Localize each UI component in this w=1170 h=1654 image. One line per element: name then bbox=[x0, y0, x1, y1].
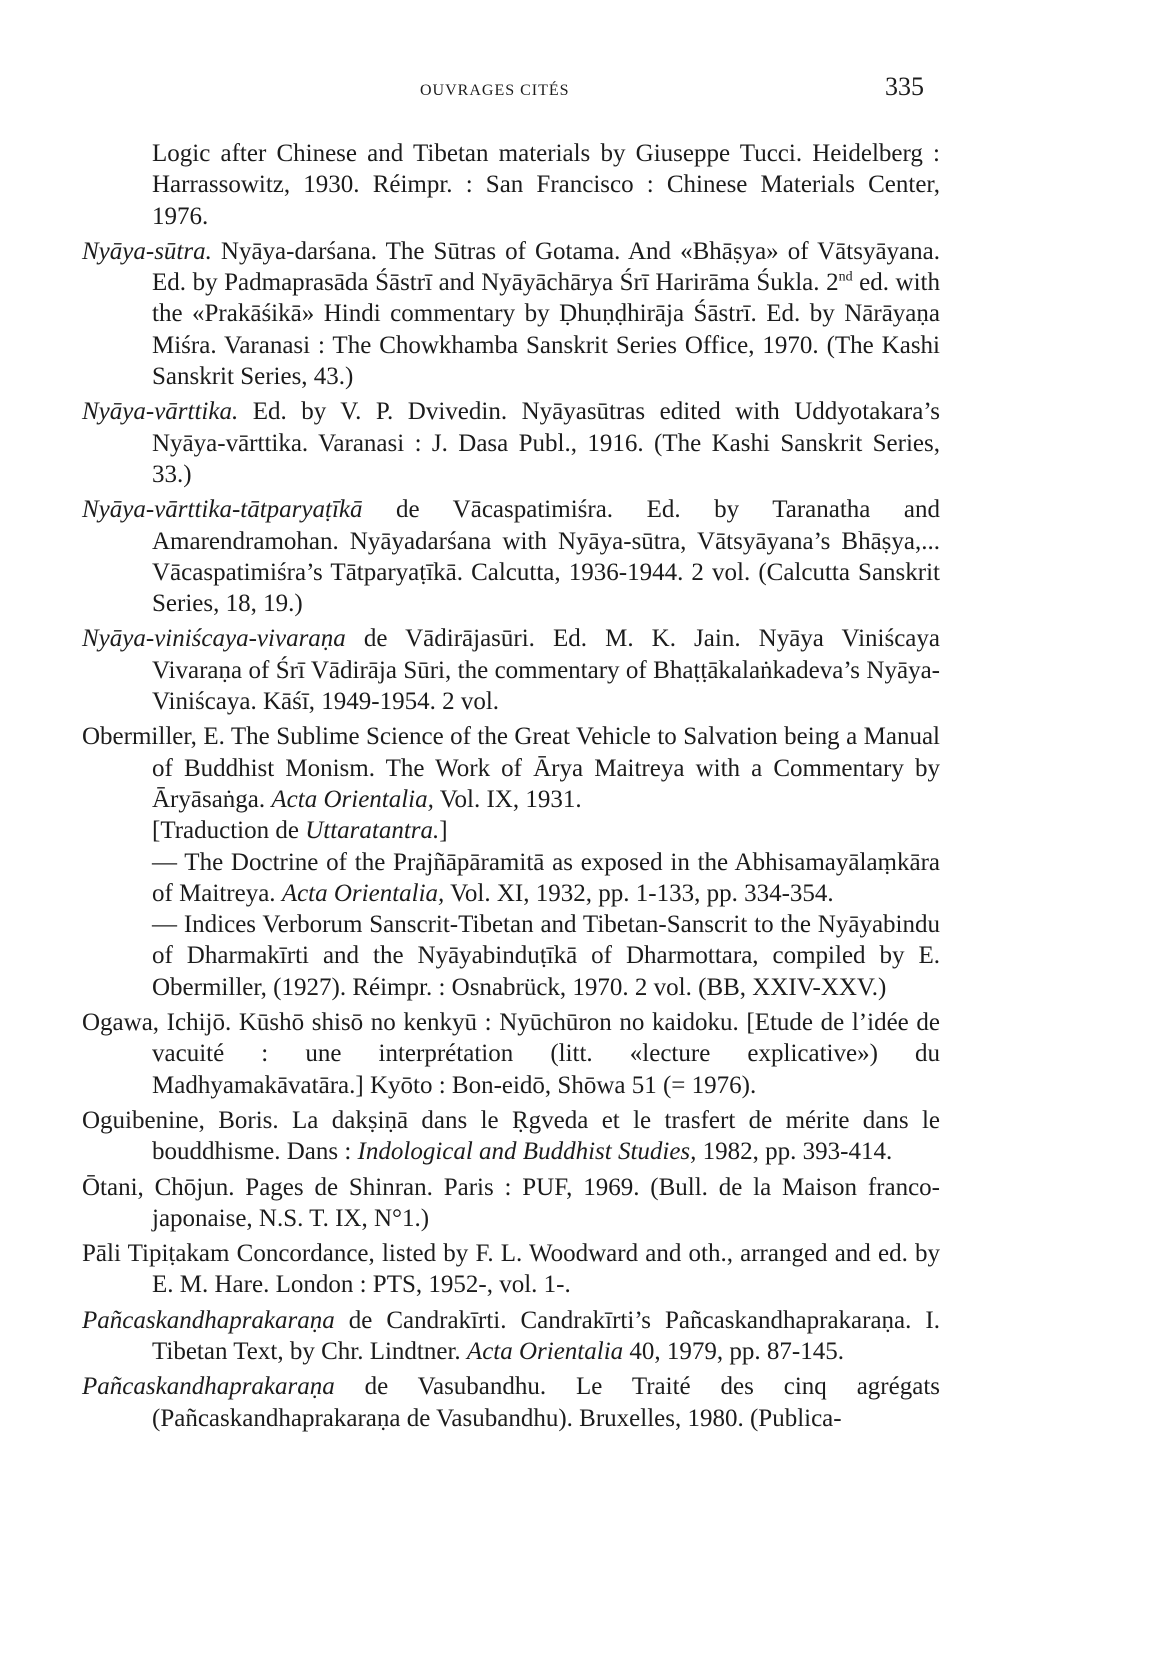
bibliography-entry bbox=[82, 396, 940, 490]
entry-text: Ed. by V. P. Dvivedin. Nyāyasūtras edited with Uddyotakara’s Nyāya-vārttika. Varanasi : J. Dasa Publ., 1916. (The Kashi Sanskrit Series, 33.) bbox=[152, 398, 940, 488]
entry-text: ] bbox=[439, 817, 448, 845]
bibliography-entry-continued bbox=[82, 138, 940, 232]
entry-text: 40, 1979, pp. 87-145. bbox=[623, 1337, 844, 1365]
bibliography-subentry bbox=[82, 815, 940, 846]
italic-title: Uttaratantra. bbox=[305, 817, 440, 845]
entry-text: ed. with the «Prakāśikā» Hindi commentary by Ḍhuṇḍhirāja Śāstrī. Ed. by Nārāyaṇa Miśra. Varanasi : The Chowkhamba Sanskrit Series Office, 1970. (The Kashi Sanskrit Series, 43.) bbox=[152, 269, 940, 391]
entry-text: de Vādirājasūri. Ed. M. K. Jain. Nyāya Viniścaya Vivaraṇa of Śrī Vādirāja Sūri, the commentary of Bhaṭṭākalaṅkadeva’s Nyāya-Viniścaya. Kāśī, 1949-1954. 2 vol. bbox=[152, 625, 940, 716]
bibliography-entry bbox=[82, 1238, 940, 1301]
bibliography-entry bbox=[82, 721, 940, 815]
bibliography-entry bbox=[82, 236, 940, 392]
italic-title: Acta Orientalia, bbox=[281, 879, 445, 907]
entry-text: [Traduction de bbox=[152, 817, 306, 845]
entry-text: Logic after Chinese and Tibetan materials by Giuseppe Tucci. Heidelberg : Harrassowitz, 1930. Réimpr. : San Francisco : Chinese Materials Center, 1976. bbox=[152, 140, 940, 230]
entry-text: Vol. IX, 1931. bbox=[433, 785, 582, 813]
bibliography-entry bbox=[82, 1371, 940, 1434]
entry-text: — Indices Verborum Sanscrit-Tibetan and Tibetan-Sanscrit to the Nyāyabindu of Dharmakīrti and the Nyāyabinduṭīkā of Dharmottara, compiled by E. Obermiller, (1927). Réimpr. : Osnabrück, 1970. 2 vol. (BB, XXIV-XXV.) bbox=[152, 911, 940, 1001]
entry-text: de Candrakīrti. Candrakīrti’s Pañcaskandhaprakaraṇa. I. Tibetan Text, by Chr. Lindtner. bbox=[152, 1306, 940, 1365]
bibliography-list bbox=[82, 138, 940, 1434]
entry-text: 1982, pp. 393-414. bbox=[696, 1138, 893, 1166]
italic-title: Acta Orientalia, bbox=[271, 785, 434, 813]
entry-text: de Vasubandhu. Le Traité des cinq agrégats (Pañcaskandhaprakaraṇa de Vasubandhu). Bruxelles, 1980. (Publica- bbox=[152, 1373, 940, 1432]
entry-text: Ōtani, Chōjun. Pages de Shinran. Paris : PUF, 1969. (Bull. de la Maison franco-japonaise, N.S. T. IX, N°1.) bbox=[82, 1173, 940, 1232]
bibliography-entry bbox=[82, 1105, 940, 1168]
italic-title: Pañcaskandhaprakaraṇa bbox=[82, 1373, 335, 1401]
entry-text: de Vācaspatimiśra. Ed. by Taranatha and Amarendramohan. Nyāyadarśana with Nyāya-sūtra, Vātsyāyana’s Bhāṣya,... Vācaspatimiśra’s Tātparyaṭīkā. Calcutta, 1936-1944. 2 vol. (Calcutta Sanskrit Series, 18, 19.) bbox=[152, 496, 940, 618]
entry-text: Vol. XI, 1932, pp. 1-133, pp. 334-354. bbox=[444, 879, 834, 907]
italic-title: Nyāya-vārttika. bbox=[82, 398, 239, 426]
bibliography-entry bbox=[82, 494, 940, 619]
italic-title: Indological and Buddhist Studies, bbox=[357, 1138, 697, 1166]
bibliography-entry bbox=[82, 1172, 940, 1235]
entry-text: — The Doctrine of the Prajñāpāramitā as exposed in the Abhisamayālaṃkāra of Maitreya. bbox=[152, 848, 940, 907]
bibliography-entry bbox=[82, 1305, 940, 1368]
entry-text: Oguibenine, Boris. La dakṣiṇā dans le Ṛgveda et le trasfert de mérite dans le bouddhisme. Dans : bbox=[82, 1106, 940, 1166]
italic-title: Nyāya-viniścaya-vivaraṇa bbox=[82, 625, 346, 653]
entry-text: Ogawa, Ichijō. Kūshō shisō no kenkyū : Nyūchūron no kaidoku. [Etude de l’idée de vacuité : une interprétation (litt. «lecture explicative») du Madhyamakāvatāra.] Kyōto : Bon-eidō, Shōwa 51 (= 1976). bbox=[82, 1009, 940, 1099]
italic-title: Pañcaskandhaprakaraṇa bbox=[82, 1306, 335, 1334]
bibliography-subentry bbox=[82, 909, 940, 1003]
superscript: nd bbox=[838, 269, 853, 285]
entry-text: Pāli Tipiṭakam Concordance, listed by F. L. Woodward and oth., arranged and ed. by E. M. Hare. London : PTS, 1952-, vol. 1-. bbox=[82, 1240, 940, 1299]
running-title: OUVRAGES CITÉS bbox=[420, 82, 570, 99]
italic-title: Acta Orientalia bbox=[466, 1337, 624, 1365]
italic-title: Nyāya-sūtra. bbox=[82, 237, 212, 265]
entry-text: Obermiller, E. The Sublime Science of the Great Vehicle to Salvation being a Manual of Buddhist Monism. The Work of Ārya Maitreya with a Commentary by Āryāsaṅga. bbox=[82, 723, 940, 813]
bibliography-entry bbox=[82, 1007, 940, 1101]
italic-title: Nyāya-vārttika-tātparyaṭīkā bbox=[82, 496, 363, 524]
bibliography-subentry bbox=[82, 847, 940, 910]
page-number: 335 bbox=[885, 72, 924, 101]
entry-text: Nyāya-darśana. The Sūtras of Gotama. And «Bhāṣya» of Vātsyāyana. Ed. by Padmaprasāda Śāstrī and Nyāyāchārya Śrī Harirāma Śukla. 2 bbox=[152, 237, 940, 297]
bibliography-entry bbox=[82, 623, 940, 717]
